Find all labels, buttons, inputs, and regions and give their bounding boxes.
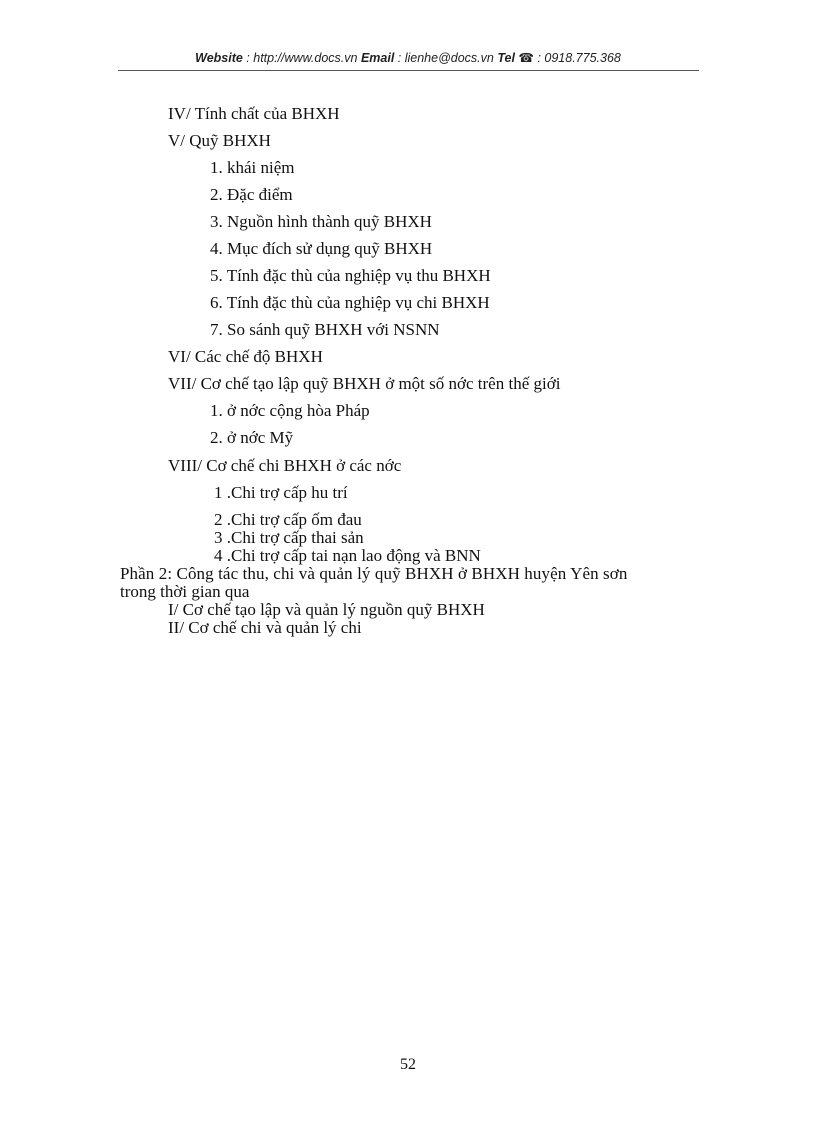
toc-line: 3 .Chi trợ cấp thai sản [214,528,364,547]
toc-line: 6. Tính đặc thù của nghiệp vụ chi BHXH [210,293,490,312]
toc-line: II/ Cơ chế chi và quản lý chi [168,618,362,637]
toc-line: 7. So sánh quỹ BHXH với NSNN [210,320,440,339]
toc-line: IV/ Tính chất của BHXH [168,104,340,123]
toc-line: I/ Cơ chế tạo lập và quản lý nguồn quỹ BHXH [168,600,485,619]
toc-line: VIII/ Cơ chế chi BHXH ở các nớc [168,456,402,475]
toc-line: VII/ Cơ chế tạo lập quỹ BHXH ở một số nớc trên thế giới [168,374,561,393]
toc-line: 4 .Chi trợ cấp tai nạn lao động và BNN [214,546,481,565]
toc-line: 5. Tính đặc thù của nghiệp vụ thu BHXH [210,266,491,285]
email-label: Email [360,51,395,65]
website-value: : http://www.docs.vn [242,51,361,65]
header-divider [118,70,699,71]
phone-icon: ☎ [514,51,534,65]
toc-line: 1. khái niệm [210,158,295,177]
page-header [0,50,816,65]
tel-label: Tel [497,51,515,65]
toc-line: 3. Nguồn hình thành quỹ BHXH [210,212,432,231]
toc-line: 4. Mục đích sử dụng quỹ BHXH [210,239,433,258]
toc-line: VI/ Các chế độ BHXH [168,347,323,366]
toc-line: V/ Quỹ BHXH [168,131,271,150]
toc-line: trong thời gian qua [120,582,250,601]
toc-line: 1 .Chi trợ cấp hu trí [214,483,348,502]
toc-line: 2 .Chi trợ cấp ốm đau [214,510,362,529]
toc-line: 1. ở nớc cộng hòa Pháp [210,401,370,420]
page-number: 52 [400,1056,416,1073]
tel-value: : 0918.775.368 [533,51,621,65]
toc-line: Phần 2: Công tác thu, chi và quản lý quỹ BHXH ở BHXH huyện Yên sơn [120,564,628,583]
toc-line: 2. ở nớc Mỹ [210,428,294,447]
toc-line: 2. Đặc điểm [210,185,293,204]
email-value: : lienhe@docs.vn [394,51,498,65]
website-label: Website [195,51,243,65]
